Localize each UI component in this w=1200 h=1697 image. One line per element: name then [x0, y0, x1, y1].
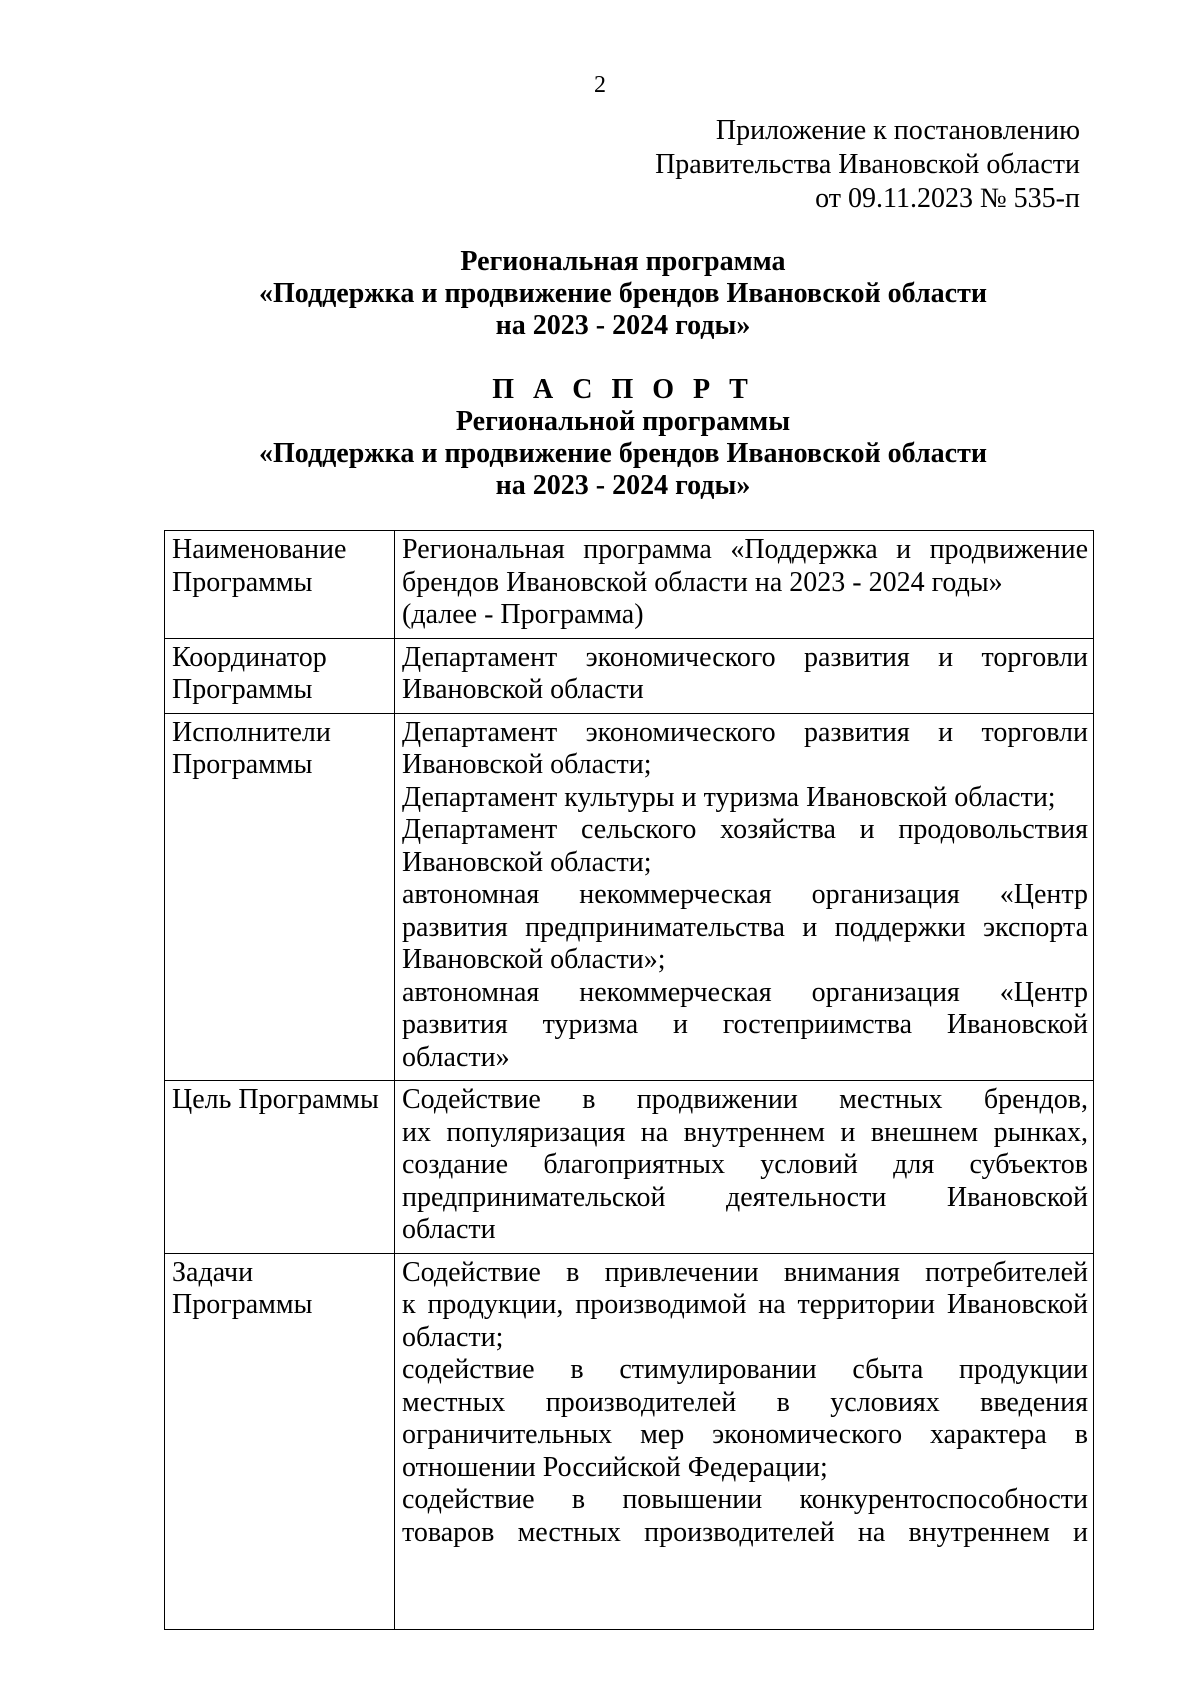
passport-title-line: «Поддержка и продвижение брендов Ивановской области	[259, 438, 987, 469]
passport-title-line: Региональной программы	[455, 406, 791, 437]
passport-title-line: на 2023 - 2024 годы»	[495, 470, 751, 501]
cell-line: брендов Ивановской области на 2023 - 2024 годы»	[402, 566, 1003, 598]
row-value	[395, 638, 1094, 713]
cell-line: области;	[402, 1321, 504, 1353]
cell-line: ограничительных мер экономического характера в	[402, 1419, 1088, 1450]
table-row	[165, 713, 1094, 1081]
cell-line: товаров местных производителей на внутреннем и	[402, 1516, 1088, 1548]
page-number: 2	[594, 72, 606, 98]
cell-line: Ивановской области;	[402, 846, 652, 878]
cell-line: содействие в стимулировании сбыта продукции	[402, 1354, 1088, 1385]
cell-line: (далее - Программа)	[402, 599, 644, 630]
row-value	[395, 713, 1094, 1081]
cell-line: развития туризма и гостеприимства Ивановской	[402, 1009, 1088, 1040]
table-row	[165, 1253, 1094, 1629]
table-row	[165, 1081, 1094, 1254]
cell-line: Содействие в продвижении местных брендов,	[402, 1084, 1088, 1115]
cell-line: предпринимательской деятельности Ивановской	[402, 1181, 1088, 1213]
row-label: Координатор Программы	[165, 638, 395, 713]
cell-line: содействие в повышении конкурентоспособности	[402, 1484, 1088, 1515]
passport-table	[164, 530, 1094, 1630]
appendix-line: Приложение к постановлению	[715, 115, 1080, 146]
cell-line: Содействие в привлечении внимания потребителей	[402, 1256, 1088, 1288]
cell-line: Ивановской области»;	[402, 944, 666, 975]
cell-line: Региональная программа «Поддержка и продвижение	[402, 534, 1088, 565]
cell-line: автономная некоммерческая организация «Центр	[402, 976, 1088, 1008]
row-label: Наименование Программы	[165, 531, 395, 639]
table-row	[165, 531, 1094, 639]
cell-line: к продукции, производимой на территории Ивановской	[402, 1289, 1088, 1320]
row-label: Задачи Программы	[165, 1253, 395, 1629]
program-title	[0, 246, 1200, 342]
cell-line: Департамент культуры и туризма Ивановской области;	[402, 781, 1056, 813]
row-value	[395, 531, 1094, 639]
cell-line: области	[402, 1214, 496, 1245]
passport-table-body	[165, 531, 1094, 1630]
cell-line: развития предпринимательства и поддержки экспорта	[402, 911, 1088, 943]
program-title-line: на 2023 - 2024 годы»	[495, 310, 751, 341]
row-value	[395, 1253, 1094, 1629]
appendix-line: от 09.11.2023 № 535-п	[815, 183, 1080, 214]
cell-line: их популяризация на внутреннем и внешнем рынках,	[402, 1116, 1088, 1148]
cell-line: автономная некоммерческая организация «Центр	[402, 879, 1088, 910]
cell-line: отношении Российской Федерации;	[402, 1451, 828, 1483]
row-label: Цель Программы	[165, 1081, 395, 1254]
program-title-line: «Поддержка и продвижение брендов Ивановской области	[259, 278, 987, 309]
cell-line: Департамент сельского хозяйства и продовольствия	[402, 814, 1088, 845]
cell-line: области»	[402, 1041, 510, 1073]
cell-line: создание благоприятных условий для субъектов	[402, 1149, 1088, 1180]
passport-title	[0, 374, 1200, 502]
program-title-line: Региональная программа	[460, 246, 786, 277]
cell-line: Ивановской области;	[402, 749, 652, 780]
cell-line: местных производителей в условиях введения	[402, 1386, 1088, 1418]
cell-line: Департамент экономического развития и торговли	[402, 641, 1088, 673]
passport-heading: П А С П О Р Т	[492, 374, 754, 405]
cell-line: Департамент экономического развития и торговли	[402, 716, 1088, 748]
appendix-line: Правительства Ивановской области	[655, 149, 1080, 180]
table-row	[165, 638, 1094, 713]
row-label: Исполнители Программы	[165, 713, 395, 1081]
cell-line: Ивановской области	[402, 674, 644, 705]
row-value	[395, 1081, 1094, 1254]
appendix-header	[655, 114, 1080, 216]
